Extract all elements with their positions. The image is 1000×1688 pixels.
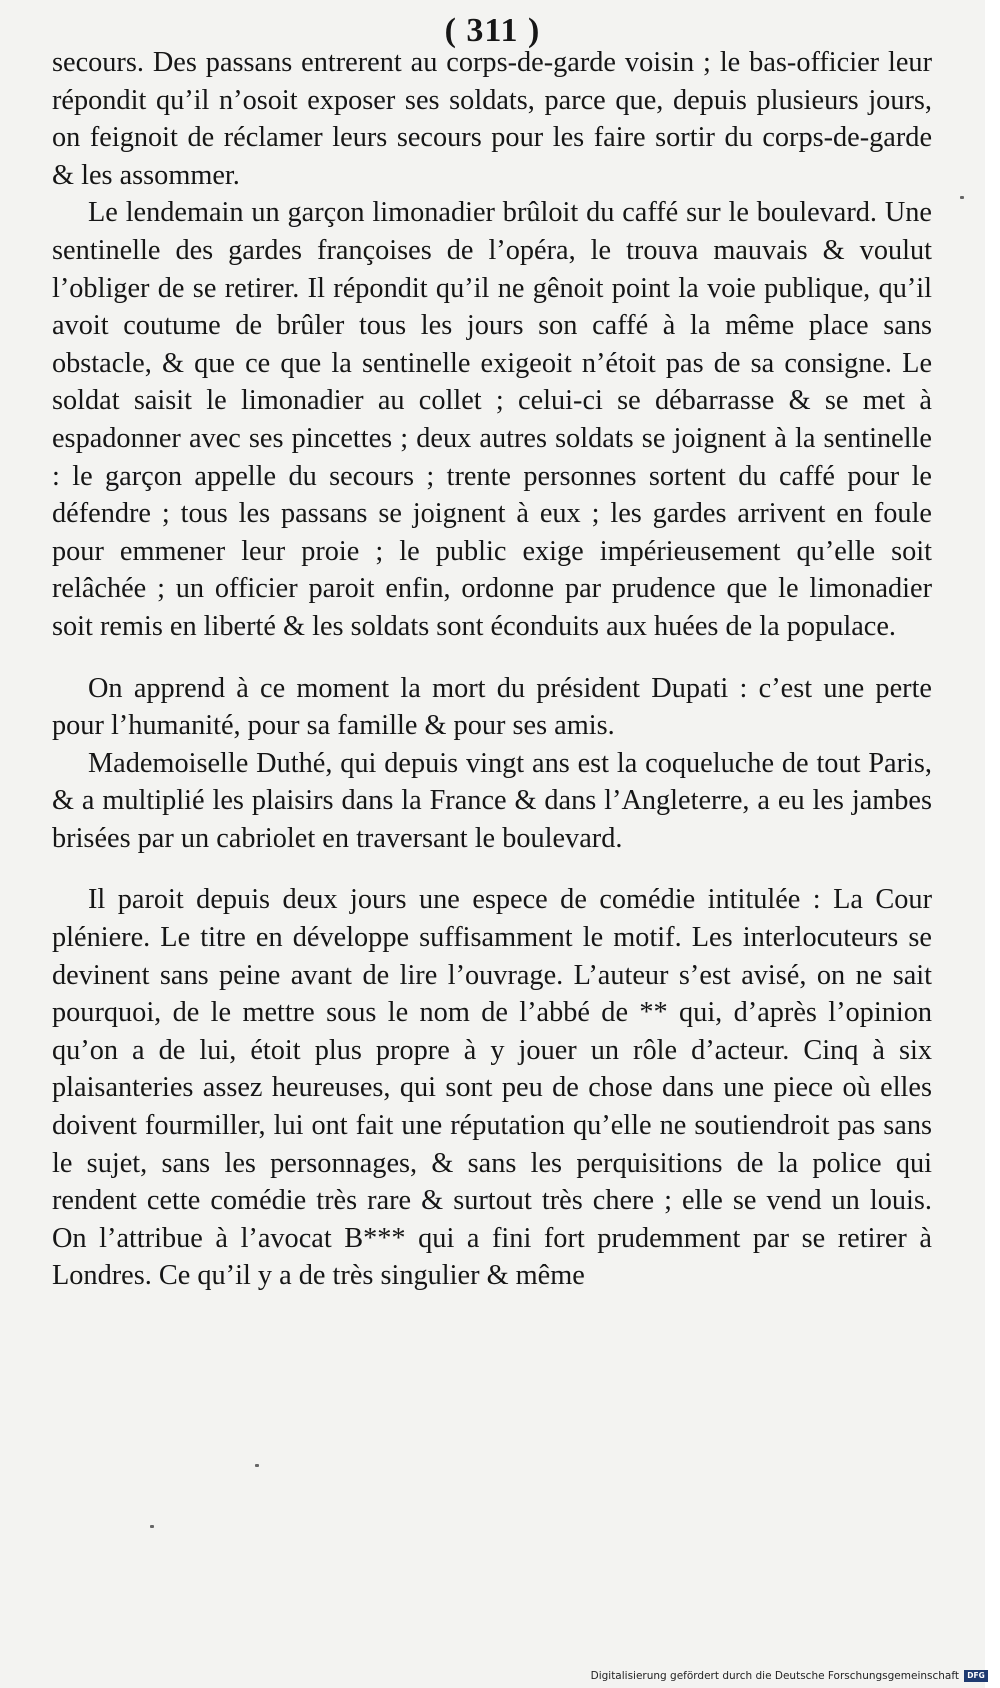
ink-speck xyxy=(150,1525,154,1528)
paragraph-3: On apprend à ce moment la mort du président Dupati : c’est une perte pour l’humanité, pour sa famille & pour ses amis. xyxy=(52,672,932,742)
ink-speck xyxy=(255,1464,259,1467)
paragraph-5: Il paroit depuis deux jours une espece de comédie intitulée : La Cour pléniere. Le titre en développe suffisamment le motif. Les interlocuteurs se devinent sans peine avant de lire l’ouvrage. L’auteur s’est avisé, on ne sait pourquoi, de le mettre sous le nom de l’abbé de ** qui, d’après l’opinion qu’on a de lui, étoit plus propre à y jouer un rôle d’acteur. Cinq à six plaisanteries assez heureuses, qui sont peu de chose dans une piece où elles doivent fourmiller, lui ont fait une réputation qu’elle ne soutiendroit pas sans le sujet, sans les personnages, & sans les perquisitions de la police qui rendent cette comédie très rare & surtout très chere ; elle se vend un louis. On l’attribue à l’avocat B*** qui a fini fort prudemment par se retirer à Londres. Ce qu’il y a de très singulier & même xyxy=(52,884,932,1292)
paragraph-1: secours. Des passans entrerent au corps-de-garde voisin ; le bas-officier leur répondit qu’il n’osoit exposer ses soldats, parce que, depuis plusieurs jours, on feignoit de réclamer leurs secours pour les faire sortir du corps-de-garde & les assommer. xyxy=(52,47,932,191)
page-body-text xyxy=(52,44,932,1295)
scan-margin xyxy=(985,0,1000,1688)
digitization-footer xyxy=(591,1670,988,1682)
paragraph-4: Mademoiselle Duthé, qui depuis vingt ans est la coqueluche de tout Paris, & a multiplié les plaisirs dans la France & dans l’Angleterre, a eu les jambes brisées par un cabriolet en traversant le boulevard. xyxy=(52,747,932,854)
ink-speck xyxy=(960,196,964,199)
footer-credit-text: Digitalisierung gefördert durch die Deutsche Forschungsgemeinschaft xyxy=(590,1670,959,1682)
paragraph-2: Le lendemain un garçon limonadier brûloit du caffé sur le boulevard. Une sentinelle des gardes françoises de l’opéra, le trouva mauvais & voulut l’obliger de se retirer. Il répondit qu’il ne gênoit point la voie publique, qu’il avoit coutume de brûler tous les jours son caffé à la même place sans obstacle, & que ce que la sentinelle exigeoit n’étoit pas de sa consigne. Le soldat saisit le limonadier au collet ; celui-ci se débarrasse & se met à espadonner avec ses pincettes ; deux autres soldats se joignent à la sentinelle : le garçon appelle du secours ; trente personnes sortent du caffé pour le défendre ; tous les passans se joignent à eux ; les gardes arrivent en foule pour emmener leur proie ; le public exige impérieusement qu’elle soit relâchée ; un officier paroit enfin, ordonne par prudence que le limonadier soit remis en liberté & les soldats sont éconduits aux huées de la populace. xyxy=(52,197,932,642)
page-number: ( 311 ) xyxy=(444,12,541,49)
dfg-logo-icon: DFG xyxy=(964,1670,988,1682)
